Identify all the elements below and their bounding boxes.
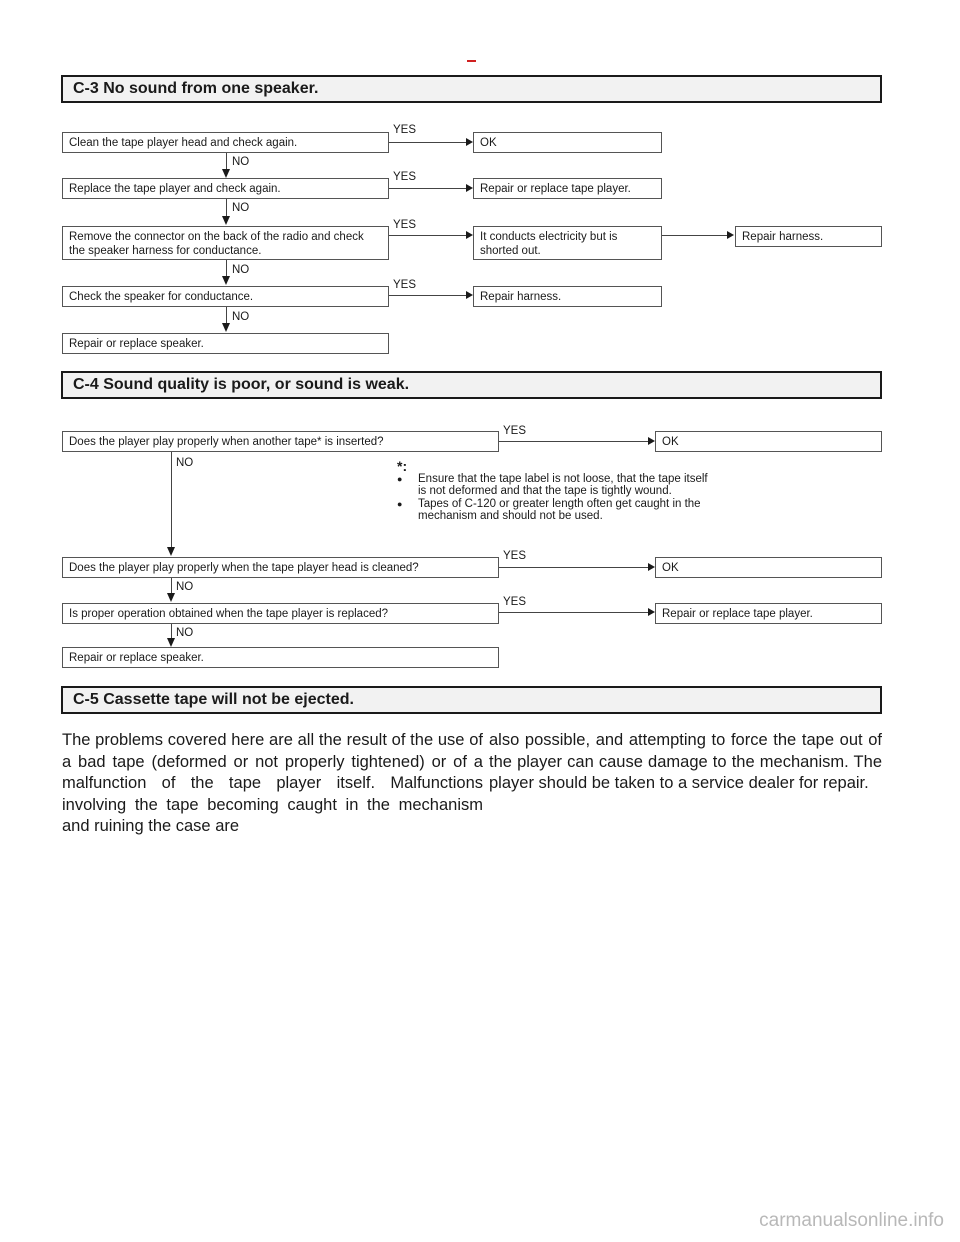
section-c3-title: C-3 No sound from one speaker. (61, 75, 882, 103)
c4-result-3: Repair or replace tape player. (655, 603, 882, 624)
c3-no-line-3 (226, 260, 227, 277)
c3-final-result: Repair harness. (735, 226, 882, 247)
c4-footnote (397, 460, 717, 523)
c3-yes-label-3: YES (393, 219, 417, 231)
c3-no-line-1 (226, 153, 227, 170)
c4-step-4: Repair or replace speaker. (62, 647, 499, 668)
c3-yes-line-3b (662, 235, 728, 236)
arrow-right-icon (648, 437, 655, 445)
arrow-right-icon (466, 291, 473, 299)
c4-result-2: OK (655, 557, 882, 578)
c3-yes-line-1 (389, 142, 467, 143)
c4-step-2: Does the player play properly when the tape player head is cleaned? (62, 557, 499, 578)
c4-no-line-3 (171, 624, 172, 639)
c3-no-line-2 (226, 199, 227, 217)
arrow-right-icon (466, 184, 473, 192)
c3-yes-line-2 (389, 188, 467, 189)
c3-step-2: Replace the tape player and check again. (62, 178, 389, 199)
c4-no-line-1 (171, 452, 172, 548)
c3-step-4: Check the speaker for conductance. (62, 286, 389, 307)
arrow-down-icon (167, 638, 175, 647)
c4-yes-label-2: YES (503, 550, 527, 562)
c4-yes-line-2 (499, 567, 649, 568)
c4-yes-line-1 (499, 441, 649, 442)
arrow-down-icon (222, 169, 230, 178)
c3-yes-line-4 (389, 295, 467, 296)
section-c4-title: C-4 Sound quality is poor, or sound is weak. (61, 371, 882, 399)
c4-result-1: OK (655, 431, 882, 452)
c3-step-1: Clean the tape player head and check again. (62, 132, 389, 153)
c4-no-label-2: NO (176, 581, 194, 593)
c4-no-label-3: NO (176, 627, 194, 639)
footnote-marker: *: (397, 458, 408, 474)
c3-result-2: Repair or replace tape player. (473, 178, 662, 199)
header-mark (467, 60, 476, 62)
arrow-down-icon (222, 216, 230, 225)
arrow-right-icon (466, 138, 473, 146)
arrow-down-icon (222, 323, 230, 332)
c3-step-5: Repair or replace speaker. (62, 333, 389, 354)
arrow-right-icon (727, 231, 734, 239)
c3-no-label-1: NO (232, 156, 250, 168)
arrow-down-icon (167, 593, 175, 602)
section-c5-title: C-5 Cassette tape will not be ejected. (61, 686, 882, 714)
c3-result-3: It conducts electricity but is shorted out. (473, 226, 662, 260)
c3-no-label-2: NO (232, 202, 250, 214)
arrow-down-icon (167, 547, 175, 556)
footnote-item: ● Tapes of C-120 or greater length often get caught in the mechanism and should not be used. (397, 498, 717, 523)
c3-step-3: Remove the connector on the back of the radio and check the speaker harness for conductance. (62, 226, 389, 260)
c4-yes-label-1: YES (503, 425, 527, 437)
c3-result-4: Repair harness. (473, 286, 662, 307)
footnote-list (397, 473, 717, 523)
c4-step-3: Is proper operation obtained when the tape player is replaced? (62, 603, 499, 624)
c4-yes-label-3: YES (503, 596, 527, 608)
c3-no-label-4: NO (232, 311, 250, 323)
c3-yes-label-2: YES (393, 171, 417, 183)
c3-yes-label-4: YES (393, 279, 417, 291)
c3-result-1: OK (473, 132, 662, 153)
c4-no-line-2 (171, 578, 172, 594)
c5-paragraph-left: The problems covered here are all the result of the use of a bad tape (deformed or not properly tightened) or of a malfunction of the tape player itself. Malfunctions involving the tape becoming caught in the mechanism and ruining the case are (62, 731, 483, 835)
arrow-down-icon (222, 276, 230, 285)
c3-yes-label-1: YES (393, 124, 417, 136)
arrow-right-icon (648, 563, 655, 571)
footnote-item: ● Ensure that the tape label is not loose, that the tape itself is not deformed and that the tape is tightly wound. (397, 473, 717, 498)
c5-paragraph-right: also possible, and attempting to force the tape out of the player can cause damage to the mechanism. The player should be taken to a service dealer for repair. (489, 731, 882, 792)
c4-step-1: Does the player play properly when another tape* is inserted? (62, 431, 499, 452)
arrow-right-icon (648, 608, 655, 616)
watermark: carmanualsonline.info (759, 1210, 944, 1231)
c3-yes-line-3 (389, 235, 467, 236)
c4-yes-line-3 (499, 612, 649, 613)
c4-no-label-1: NO (176, 457, 194, 469)
c3-no-label-3: NO (232, 264, 250, 276)
c3-no-line-4 (226, 307, 227, 324)
arrow-right-icon (466, 231, 473, 239)
